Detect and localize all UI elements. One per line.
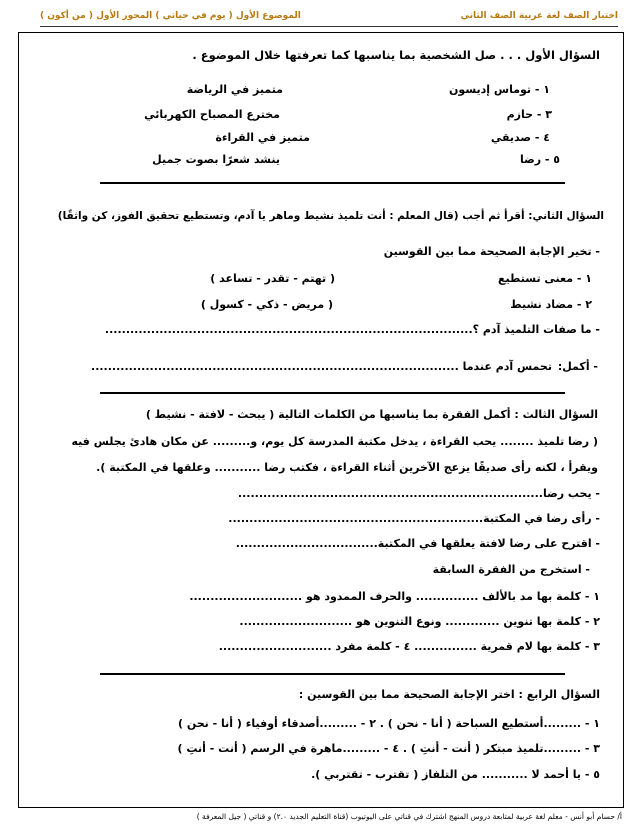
q1-name-4: ٥ - رضا [519, 153, 560, 166]
q4-row-2: ٣ - .........تلميذ مبتكر ( أنت - أنتِ ) . ٤ - .........ماهرة في الرسم ( أنت - أنتِ ) [177, 742, 600, 755]
q2-choose-title: - تخير الإجابة الصحيحة مما بين القوسين [383, 245, 600, 258]
q3-line-3: - يحب رضا......................................................................... [237, 487, 600, 500]
q3-extract-2: ٢ - كلمة بها تنوين ............. ونوع التنوين هو ........................... [239, 615, 600, 628]
exam-topic: الموضوع الأول ( يوم في حياتي ) المحور الأول ( من أكون ) [40, 11, 301, 21]
q3-extract-3: ٣ - كلمة بها لام قمرية ............... ٤ - كلمة مفرد ........................... [218, 640, 600, 653]
q2-item-2-options: ( مريض - ذكي - كسول ) [200, 298, 333, 311]
q2-traits-question: - ما صفات التلميذ آدم ؟........................................................................................ [104, 323, 600, 336]
q1-name-2: ٣ - حازم [506, 108, 552, 121]
q1-match-2: مخترع المصباح الكهربائي [144, 108, 280, 121]
page-header [40, 11, 618, 27]
q2-item-2: ٢ - مضاد نشيط [510, 298, 592, 311]
separator-2 [100, 392, 565, 394]
q1-name-1: ١ - توماس إديسون [449, 83, 550, 96]
q1-match-1: متميز في الرياضة [186, 83, 283, 96]
q3-extract-1: ١ - كلمة بها مد بالألف ............... والحرف الممدود هو ........................... [189, 590, 600, 603]
q4-row-1: ١ - .........أستطيع السباحة ( أنا - نحن ) . ٢ - .........أصدقاء أوفياء ( أنا - نحن ) [178, 717, 600, 730]
separator-1 [100, 182, 565, 184]
q4-title: السؤال الرابع : اختر الإجابة الصحيحة مما بين القوسين : [298, 688, 600, 701]
q1-match-3: متميز في القراءة [215, 131, 310, 144]
q2-item-1-options: ( تهتم - تقدر - تساعد ) [210, 272, 335, 285]
q3-line-5: - اقترح على رضا لافتة يعلقها في المكتبة.................................. [235, 537, 600, 550]
q4-row-3: ٥ - يا أحمد لا ........... من التلفاز ( تقترب - تقتربي ). [311, 768, 600, 781]
q1-title: السؤال الأول . . . صل الشخصية بما يناسبها كما تعرفتها خلال الموضوع . [192, 48, 600, 62]
q3-paragraph-line-1: ( رضا تلميذ ........ يحب القراءة ، يدخل مكتبة المدرسة كل يوم، و......... عن مكان هادئ يجلس فيه [71, 435, 598, 448]
q3-line-4: - رأى رضا في المكتبة............................................................. [228, 512, 600, 525]
q1-match-4: ينشد شعرًا بصوت جميل [152, 153, 280, 166]
exam-title: اختبار الصف لغة عربية الصف الثاني [460, 11, 618, 21]
separator-3 [100, 673, 565, 675]
q2-title: السؤال الثاني: أقرأ ثم أجب (قال المعلم : أنت تلميذ نشيط وماهر يا آدم، وتستطيع تحقيق الفوز، كن واثقًا) [57, 210, 604, 222]
q3-title: السؤال الثالث : أكمل الفقرة بما يناسبها من الكلمات التالية ( يبحث - لافتة - نشيط ) [145, 408, 598, 421]
page-footer: أ/ حسام أبو أنس - معلم لغة عربية لمتابعة دروس المنهج اشترك في قناتي على اليوتيوب (قناة التعليم الجديد ٢.٠) و قناتي ( جيل المعرفة ) [196, 812, 622, 821]
q3-paragraph-line-2: ويقرأ ، لكنه رأى صديقًا يزعج الآخرين أثناء القراءة ، فكتب رضا ........... وعلقها في المكتبة ). [96, 461, 598, 474]
q2-complete-text: تحمس آدم عندما ........................................................................................ [91, 360, 552, 373]
q2-complete-label: - أكمل: [557, 360, 598, 373]
q3-extract-title: - استخرج من الفقرة السابقة [432, 563, 590, 576]
q1-name-3: ٤ - صديقي [490, 131, 550, 144]
q2-item-1: ١ - معنى تستطيع [498, 272, 592, 285]
